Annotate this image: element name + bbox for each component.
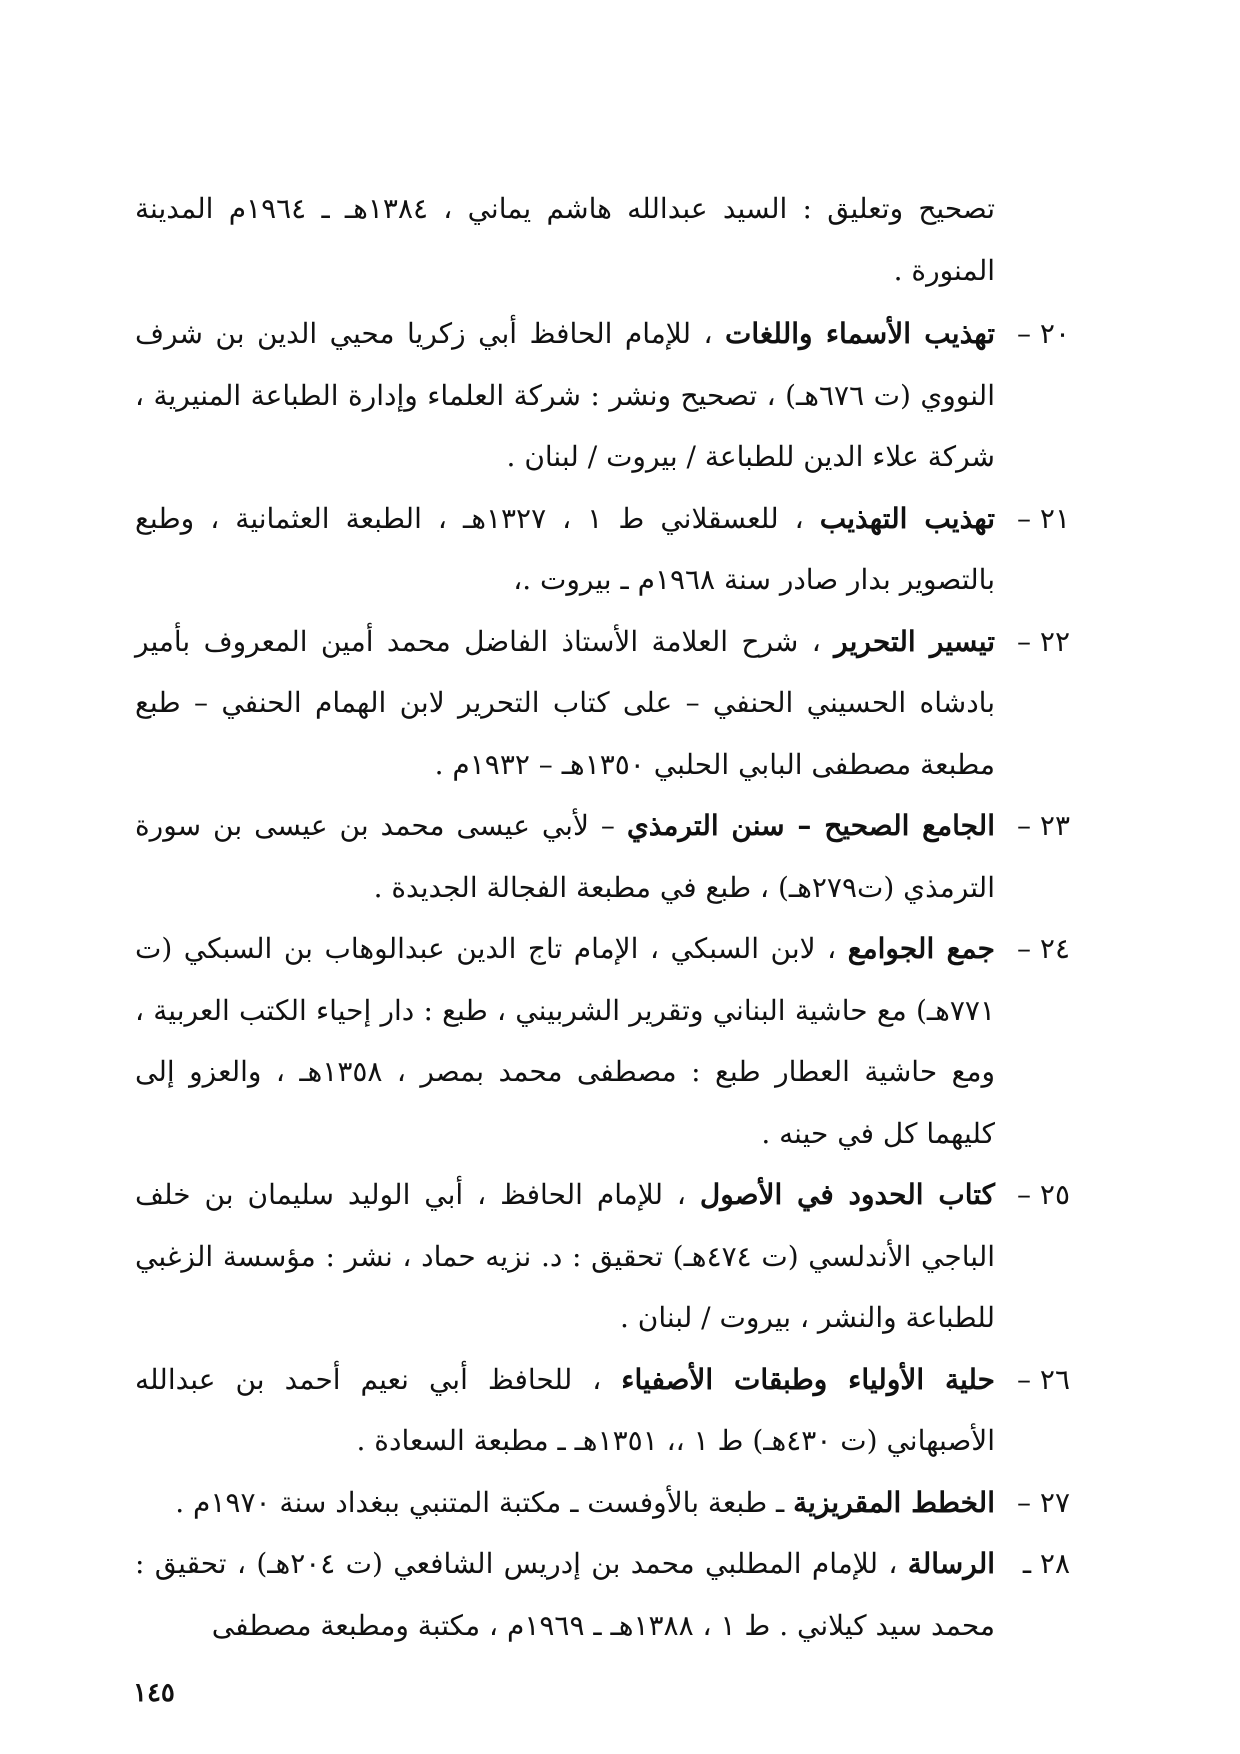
- entry-number: ٢٧ –: [1017, 1485, 1070, 1519]
- bibliography-entry: [135, 611, 1070, 796]
- entry-body: – لأبي عيسى محمد بن عيسى بن سورة الترمذي (ت٢٧٩هـ) ، طبع في مطبعة الفجالة الجديدة .: [135, 809, 995, 904]
- entry-body: ، للإمام الحافظ أبي زكريا محيي الدين بن شرف النووي (ت ٦٧٦هـ) ، تصحيح ونشر : شركة العلماء وإدارة الطباعة المنيرية ، شركة علاء الدين للطباعة / بيروت / لبنان .: [135, 317, 995, 473]
- bibliography-text: [135, 178, 1070, 1656]
- entry-number: ٢٣ –: [1017, 809, 1070, 842]
- bibliography-entry: [135, 1533, 1070, 1656]
- entry-body: ، للحافظ أبي نعيم أحمد بن عبدالله الأصبهاني (ت ٤٣٠هـ) ط ١ ،، ١٣٥١هـ ـ مطبعة السعادة .: [135, 1362, 995, 1457]
- entry-title: الخطط المقريزية: [793, 1485, 995, 1519]
- entry-title: حلية الأولياء وطبقات الأصفياء: [621, 1362, 995, 1396]
- entry-title: الجامع الصحيح – سنن الترمذي: [626, 809, 995, 842]
- entry-body: ، للعسقلاني ط ١ ، ١٣٢٧هـ ، الطبعة العثمانية ، وطبع بالتصوير بدار صادر سنة ١٩٦٨م ـ بيروت .،: [135, 501, 995, 596]
- entry-title: تيسير التحرير: [834, 624, 995, 658]
- entry-number: ٢٠ –: [1017, 317, 1070, 350]
- entry-body: ، للإمام الحافظ ، أبي الوليد سليمان بن خلف الباجي الأندلسي (ت ٤٧٤هـ) تحقيق : د. نزيه حماد ، نشر : مؤسسة الزغبي للطباعة والنشر ، بيروت / لبنان .: [135, 1178, 995, 1334]
- entry-body: ، لابن السبكي ، الإمام تاج الدين عبدالوهاب بن السبكي (ت ٧٧١هـ) مع حاشية البناني وتقرير الشربيني ، طبع : دار إحياء الكتب العربية ، ومع حاشية العطار طبع : مصطفى محمد بمصر ، ١٣٥٨هـ ، والعزو إلى كليهما كل في حينه .: [135, 932, 995, 1150]
- entry-title: كتاب الحدود في الأصول: [699, 1178, 996, 1211]
- bibliography-entry: [135, 1472, 1070, 1534]
- bibliography-entry: [135, 1349, 1070, 1472]
- entry-number: ٢٤ –: [1017, 932, 1070, 965]
- entry-title: تهذيب التهذيب: [819, 501, 995, 535]
- entry-body: ، شرح العلامة الأستاذ الفاضل محمد أمين المعروف بأمير بادشاه الحسيني الحنفي – على كتاب التحرير لابن الهمام الحنفي – طبع مطبعة مصطفى البابي الحلبي ١٣٥٠هـ – ١٩٣٢م .: [135, 624, 995, 781]
- continuation-paragraph: تصحيح وتعليق : السيد عبدالله هاشم يماني ، ١٣٨٤هـ ـ ١٩٦٤م المدينة المنورة .: [135, 192, 996, 287]
- bibliography-entry: [135, 303, 1070, 488]
- entry-number: ٢٨ ـ: [1022, 1547, 1070, 1580]
- entry-number: ٢٢ –: [1017, 624, 1070, 658]
- bibliography-entry: [135, 488, 1070, 611]
- entry-body: ، للإمام المطلبي محمد بن إدريس الشافعي (ت ٢٠٤هـ) ، تحقيق : محمد سيد كيلاني . ط ١ ، ١٣٨٨هـ ـ ١٩٦٩م ، مكتبة ومطبعة مصطفى: [135, 1547, 995, 1642]
- bibliography-entry: [135, 795, 1070, 918]
- bibliography-entry: [135, 918, 1070, 1164]
- entry-title: الرسالة: [907, 1547, 995, 1580]
- entry-title: تهذيب الأسماء واللغات: [725, 317, 995, 350]
- entry-number: ٢٥ –: [1017, 1178, 1070, 1211]
- entry-title: جمع الجوامع: [847, 932, 995, 965]
- entry-number: ٢١ –: [1017, 501, 1070, 535]
- page-number: ١٤٥: [133, 1678, 175, 1708]
- entry-body: ـ طبعة بالأوفست ـ مكتبة المتنبي ببغداد سنة ١٩٧٠م .: [175, 1485, 785, 1519]
- entry-number: ٢٦ –: [1017, 1362, 1070, 1396]
- bibliography-entry: [135, 1164, 1070, 1349]
- bibliography-list: [135, 303, 1070, 1656]
